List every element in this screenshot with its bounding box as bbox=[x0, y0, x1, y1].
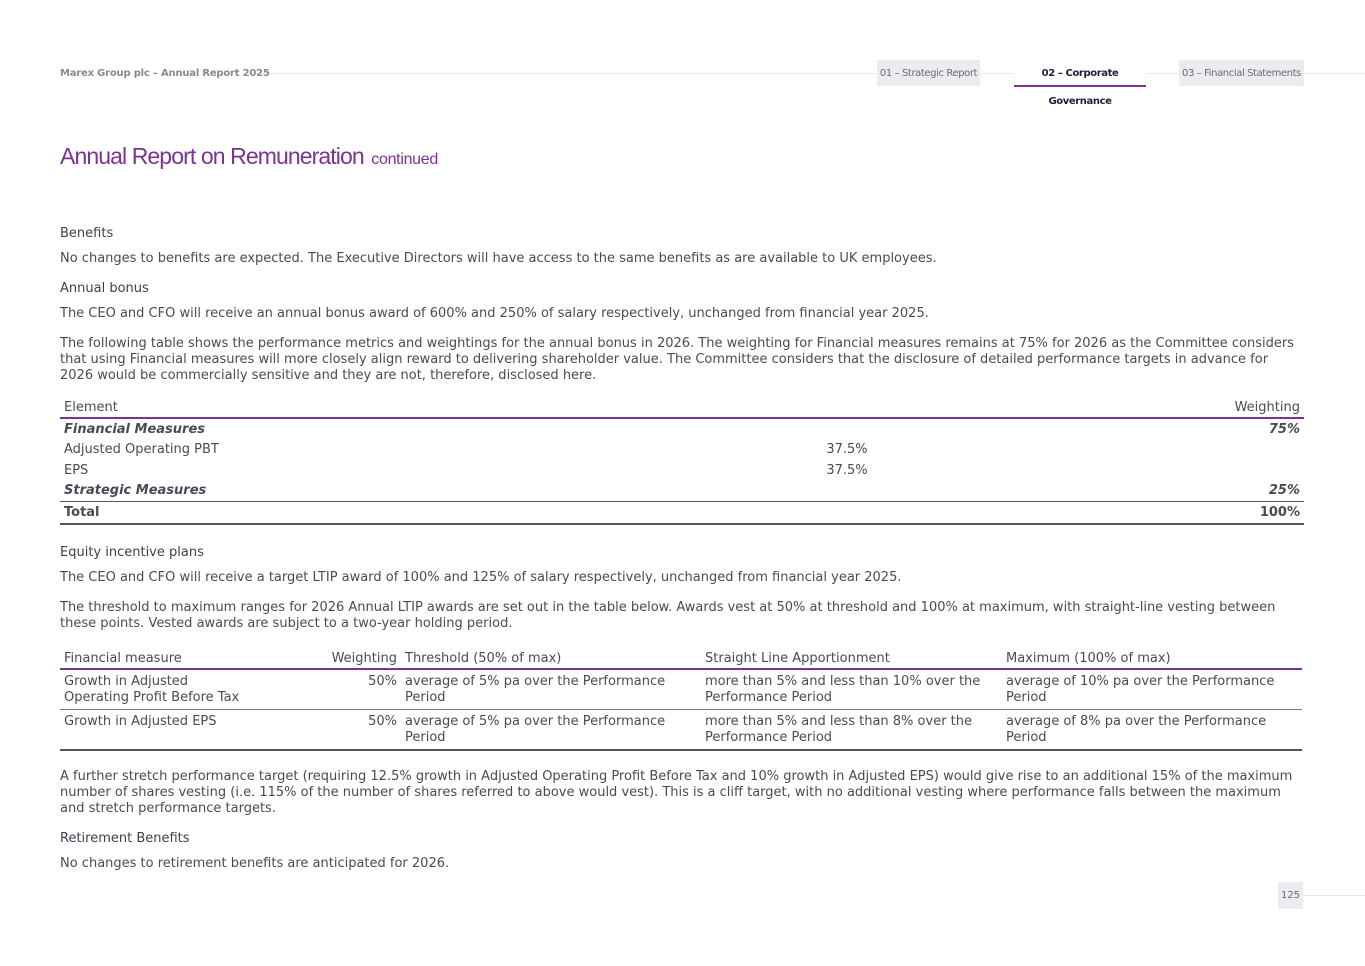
benefits-heading: Benefits bbox=[60, 226, 114, 241]
measure-cell: Growth in Adjusted Operating Profit Before Tax bbox=[60, 669, 245, 710]
bonus-weighting-table bbox=[60, 398, 1304, 525]
strategic-measures-label: Strategic Measures bbox=[60, 481, 822, 502]
weighting-cell: 50% bbox=[245, 710, 401, 751]
page-title bbox=[60, 143, 438, 170]
straight-line-cell: more than 5% and less than 10% over the Performance Period bbox=[701, 669, 1002, 710]
tab-corporate-governance[interactable]: 02 – Corporate Governance bbox=[1014, 60, 1146, 87]
table-row bbox=[60, 460, 1304, 481]
footer-divider bbox=[1303, 895, 1365, 896]
table-row bbox=[60, 710, 1302, 751]
measure-cell: Growth in Adjusted EPS bbox=[60, 710, 245, 751]
header-threshold: Threshold (50% of max) bbox=[401, 649, 701, 669]
maximum-cell: average of 10% pa over the Performance Period bbox=[1002, 669, 1302, 710]
table-row bbox=[60, 669, 1302, 710]
retirement-text: No changes to retirement benefits are anticipated for 2026. bbox=[60, 856, 450, 871]
maximum-cell: average of 8% pa over the Performance Period bbox=[1002, 710, 1302, 751]
retirement-heading: Retirement Benefits bbox=[60, 831, 190, 846]
table-row bbox=[60, 440, 1304, 461]
table-header-row bbox=[60, 649, 1302, 669]
page-title-suffix: continued bbox=[371, 151, 438, 168]
table-header-row bbox=[60, 398, 1304, 418]
header-element: Element bbox=[60, 398, 822, 418]
financial-measures-label: Financial Measures bbox=[64, 421, 206, 437]
financial-measures-weight: 75% bbox=[1268, 421, 1300, 437]
tab-strategic-report[interactable]: 01 – Strategic Report bbox=[877, 60, 980, 86]
threshold-cell: average of 5% pa over the Performance Period bbox=[401, 669, 701, 710]
table-row bbox=[60, 481, 1304, 502]
weighting-cell: 50% bbox=[245, 669, 401, 710]
annual-bonus-text-2: The following table shows the performance metrics and weightings for the annual bonus in 2026. The weighting for Financial measures remains at 75% for 2026 as the Committee considers that using Financial measures will more closely align reward to delivering shareholder value. The Committee considers that the disclosure of detailed performance targets in advance for 2026 would be commercially sensitive and they are not, therefore, disclosed here. bbox=[60, 336, 1294, 383]
annual-bonus-heading: Annual bonus bbox=[60, 281, 149, 296]
page-number: 125 bbox=[1278, 882, 1303, 909]
header-weighting: Weighting bbox=[245, 649, 401, 669]
table-row bbox=[60, 418, 1304, 440]
equity-text-1: The CEO and CFO will receive a target LTIP award of 100% and 125% of salary respectively, unchanged from financial year 2025. bbox=[60, 570, 902, 585]
eps-weight: 37.5% bbox=[826, 462, 868, 478]
header-maximum: Maximum (100% of max) bbox=[1002, 649, 1302, 669]
stretch-target-text: A further stretch performance target (requiring 12.5% growth in Adjusted Operating Profit Before Tax and 10% growth in Adjusted EPS) would give rise to an additional 15% of the maximum number of shares vesting (i.e. 115% of the number of shares referred to above would vest). This is a cliff target, with no additional vesting where performance falls between the maximum and stretch performance targets. bbox=[60, 769, 1293, 816]
aop-label: Adjusted Operating PBT bbox=[64, 442, 219, 458]
page-title-main: Annual Report on Remuneration bbox=[60, 143, 364, 169]
header-financial-measure: Financial measure bbox=[60, 649, 245, 669]
eps-label: EPS bbox=[64, 462, 89, 478]
strategic-measures-weight: 25% bbox=[960, 481, 1304, 502]
annual-bonus-text-1: The CEO and CFO will receive an annual bonus award of 600% and 250% of salary respectively, unchanged from financial year 2025. bbox=[60, 306, 929, 321]
equity-text-2: The threshold to maximum ranges for 2026 Annual LTIP awards are set out in the table below. Awards vest at 50% at threshold and 100% at maximum, with straight-line vesting between these points. Vested awards are subject to a two-year holding period. bbox=[60, 600, 1276, 631]
benefits-text: No changes to benefits are expected. The Executive Directors will have access to the same benefits as are available to UK employees. bbox=[60, 251, 937, 266]
straight-line-cell: more than 5% and less than 8% over the Performance Period bbox=[701, 710, 1002, 751]
ltip-table bbox=[60, 649, 1302, 751]
header-straight-line: Straight Line Apportionment bbox=[701, 649, 1002, 669]
table-total-row bbox=[60, 502, 1304, 524]
total-weight: 100% bbox=[960, 502, 1304, 524]
threshold-cell: average of 5% pa over the Performance Period bbox=[401, 710, 701, 751]
header-weighting: Weighting bbox=[960, 398, 1304, 418]
report-brand: Marex Group plc – Annual Report 2025 bbox=[60, 68, 270, 79]
tab-financial-statements[interactable]: 03 – Financial Statements bbox=[1179, 60, 1304, 86]
equity-heading: Equity incentive plans bbox=[60, 545, 204, 560]
aop-weight: 37.5% bbox=[826, 442, 868, 458]
total-label: Total bbox=[60, 502, 822, 524]
